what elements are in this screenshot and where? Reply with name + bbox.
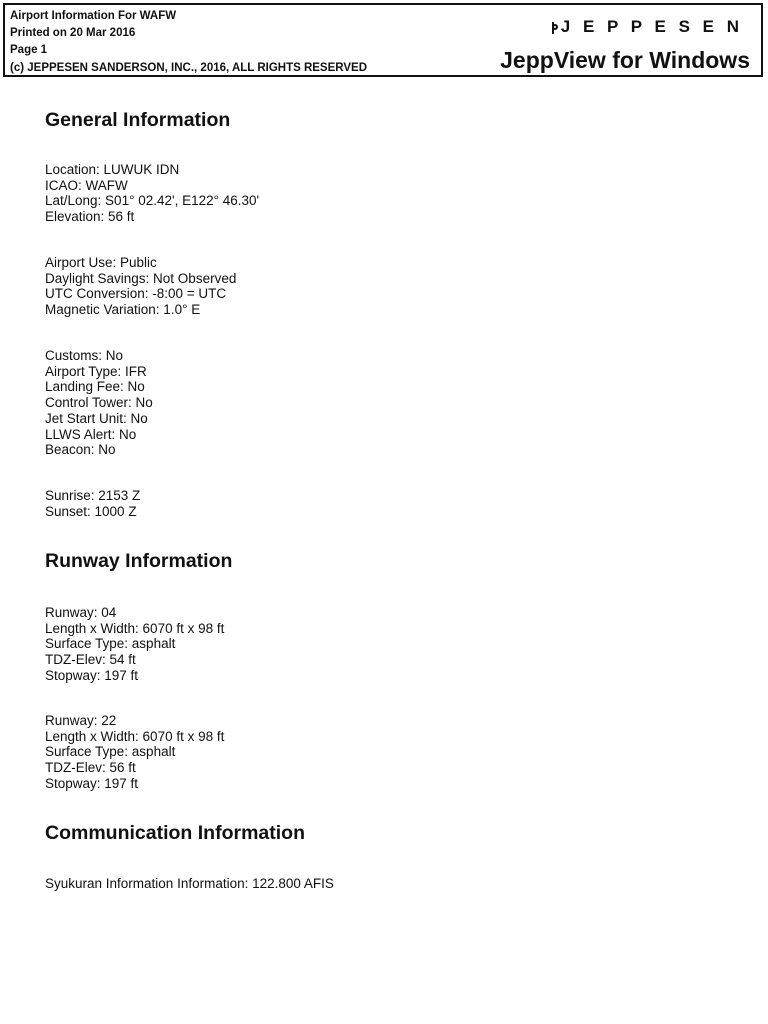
- info-line: Runway: 22: [45, 713, 117, 728]
- info-line: ICAO: WAFW: [45, 177, 128, 193]
- info-line: Surface Type: asphalt: [45, 636, 176, 652]
- info-line: LLWS Alert: No: [45, 426, 137, 442]
- header-page-number: Page 1: [10, 44, 48, 56]
- runway-information-heading: Runway Information: [45, 550, 233, 572]
- app-name: JeppView for Windows: [500, 47, 750, 73]
- info-line: Customs: No: [45, 348, 124, 363]
- info-line: Stopway: 197 ft: [45, 775, 139, 791]
- info-line: Airport Use: Public: [45, 255, 157, 270]
- info-line: Length x Width: 6070 ft x 98 ft: [45, 728, 225, 744]
- sun-times-group: [45, 488, 140, 519]
- communication-information-heading: Communication Information: [45, 822, 305, 844]
- info-line: Location: LUWUK IDN: [45, 162, 180, 177]
- jeppesen-brand-text: J E P P E S E N: [560, 17, 743, 36]
- runway-04-group: [45, 605, 224, 684]
- info-line: Elevation: 56 ft: [45, 209, 135, 225]
- header-title: Airport Information For WAFW: [10, 10, 177, 22]
- info-line: Beacon: No: [45, 442, 116, 458]
- jeppesen-logo-icon: [551, 21, 560, 34]
- info-line: Magnetic Variation: 1.0° E: [45, 302, 201, 318]
- communication-group: [45, 876, 334, 892]
- info-line: Length x Width: 6070 ft x 98 ft: [45, 620, 225, 636]
- info-line: UTC Conversion: -8:00 = UTC: [45, 286, 227, 302]
- info-line: TDZ-Elev: 56 ft: [45, 760, 136, 776]
- info-line: Jet Start Unit: No: [45, 410, 148, 426]
- info-line: Landing Fee: No: [45, 379, 145, 395]
- info-line: Runway: 04: [45, 605, 117, 620]
- header-copyright: (c) JEPPESEN SANDERSON, INC., 2016, ALL RIGHTS RESERVED: [10, 62, 368, 74]
- info-line: Sunset: 1000 Z: [45, 503, 137, 519]
- general-information-heading: General Information: [45, 109, 231, 131]
- info-line: Stopway: 197 ft: [45, 667, 139, 683]
- info-line: Surface Type: asphalt: [45, 744, 176, 760]
- runway-22-group: [45, 713, 224, 792]
- header-printed-date: Printed on 20 Mar 2016: [10, 27, 136, 39]
- info-line: Airport Type: IFR: [45, 363, 147, 379]
- usage-group: [45, 255, 236, 318]
- info-line: Daylight Savings: Not Observed: [45, 270, 237, 286]
- info-line: Lat/Long: S01° 02.42', E122° 46.30': [45, 193, 260, 209]
- location-group: [45, 162, 259, 225]
- facilities-group: [45, 348, 153, 458]
- info-line: TDZ-Elev: 54 ft: [45, 652, 136, 668]
- info-line: Control Tower: No: [45, 395, 153, 411]
- info-line: Syukuran Information Information: 122.800 AFIS: [45, 876, 334, 891]
- document-header: [3, 3, 763, 77]
- jeppesen-logo: [551, 17, 743, 37]
- info-line: Sunrise: 2153 Z: [45, 488, 141, 503]
